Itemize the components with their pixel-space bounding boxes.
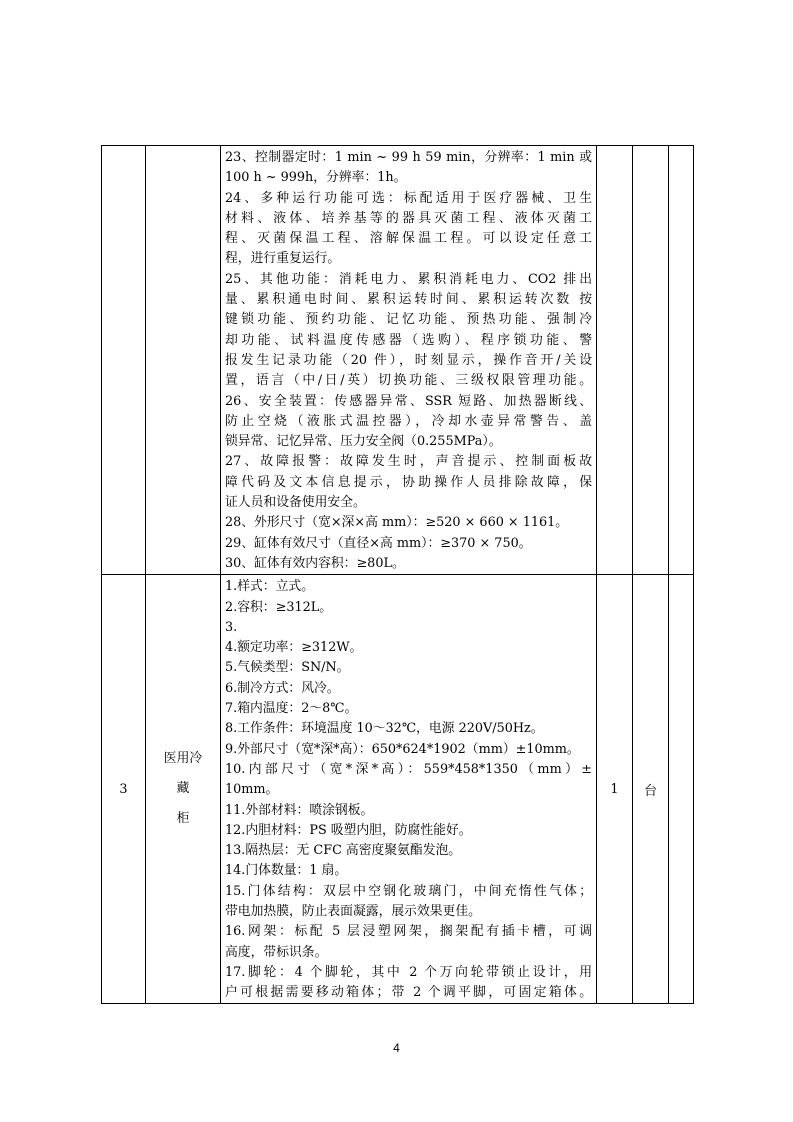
- spec-line: 报发生记录功能（20 件），时刻显示，操作音开/关设: [225, 352, 592, 368]
- spec-line: 12.内胆材料：PS 吸塑内胆，防腐性能好。: [225, 822, 472, 838]
- spec-line: 高度，带标识条。: [225, 944, 328, 960]
- spec-lines: [225, 148, 592, 574]
- spec-line: 6.制冷方式：风冷。: [225, 680, 340, 696]
- cell-unit: 台: [633, 575, 669, 1004]
- cell-no: [102, 146, 146, 575]
- spec-line: 置，语言（中/日/英）切换功能、三级权限管理功能。: [225, 373, 592, 389]
- spec-line: 程，进行重复运行。: [225, 251, 341, 267]
- table-row-continued: [102, 146, 694, 575]
- spec-line: 锁异常、记忆异常、压力安全阀（0.255MPa）。: [225, 434, 502, 450]
- spec-line: 程、灭菌保温工程、溶解保温工程。可以设定任意工: [225, 231, 592, 247]
- cell-spec: [221, 575, 597, 1004]
- spec-line: 户可根据需要移动箱体；带 2 个调平脚，可固定箱体。: [225, 985, 592, 1001]
- spec-line: 23、控制器定时：1 min ~ 99 h 59 min，分辨率：1 min 或: [225, 150, 592, 165]
- page-number: 4: [393, 1041, 400, 1055]
- spec-line: 却功能、试料温度传感器（选购）、程序锁功能、警: [225, 332, 592, 348]
- spec-line: 防止空烧（液胀式温控器），冷却水壶异常警告、盖: [225, 413, 592, 429]
- cell-qty: 1: [597, 575, 633, 1004]
- item-name: [161, 744, 205, 834]
- cell-qty: [597, 146, 633, 575]
- spec-line: 14.门体数量：1 扇。: [225, 863, 348, 879]
- spec-line: 带电加热膜，防止表面凝露，展示效果更佳。: [225, 903, 481, 919]
- spec-lines: [225, 577, 592, 1003]
- spec-line: 30、缸体有效内容积：≥80L。: [225, 555, 405, 571]
- spec-line: 10mm。: [225, 782, 279, 798]
- spec-line: 25、其他功能：消耗电力、累积消耗电力、CO2 排出: [225, 271, 592, 287]
- spec-line: 9.外部尺寸（宽*深*高）：650*624*1902（mm）±10mm。: [225, 741, 580, 757]
- item-name-line: 柜: [176, 811, 190, 827]
- spec-line: 17.脚轮：4 个脚轮，其中 2 个万向轮带锁止设计，用: [225, 964, 592, 980]
- spec-line: 2.容积：≥312L。: [225, 599, 333, 615]
- spec-line: 15.门体结构：双层中空钢化玻璃门，中间充惰性气体；: [225, 883, 592, 899]
- cell-unit: [633, 146, 669, 575]
- spec-line: 1.样式：立式。: [225, 579, 314, 595]
- spec-line: 量、累积通电时间、累积运转时间、累积运转次数 按: [225, 292, 592, 308]
- spec-line: 7.箱内温度：2～8℃。: [225, 701, 358, 717]
- spec-line: 13.隔热层：无 CFC 高密度聚氨酯发泡。: [225, 843, 462, 859]
- spec-line: 材料、液体、培养基等的器具灭菌工程、液体灭菌工: [225, 210, 592, 226]
- cell-name: [146, 575, 221, 1004]
- item-name-line: 医用冷藏: [163, 751, 203, 797]
- spec-line: 4.额定功率：≥312W。: [225, 640, 363, 656]
- cell-name: [146, 146, 221, 575]
- cell-no: 3: [102, 575, 146, 1004]
- spec-line: 28、外形尺寸（宽×深×高 mm）：≥520 × 660 × 1161。: [225, 515, 569, 531]
- cell-remark: [669, 146, 694, 575]
- spec-line: 证人员和设备使用安全。: [225, 495, 366, 511]
- spec-line: 障代码及文本信息提示，协助操作人员排除故障，保: [225, 474, 592, 490]
- cell-spec: [221, 146, 597, 575]
- cell-remark: [669, 575, 694, 1004]
- spec-line: 8.工作条件：环境温度 10～32℃，电源 220V/50Hz。: [225, 721, 544, 737]
- spec-line: 24、多种运行功能可选：标配适用于医疗器械、卫生: [225, 190, 592, 206]
- spec-line: 5.气候类型：SN/N。: [225, 660, 350, 676]
- spec-table: [101, 145, 694, 1004]
- spec-line: 16.网架：标配 5 层浸塑网架，搁架配有插卡槽，可调: [225, 924, 592, 940]
- spec-line: 26、安全装置：传感器异常、SSR 短路、加热器断线、: [225, 393, 592, 409]
- spec-line: 29、缸体有效尺寸（直径×高 mm）：≥370 × 750。: [225, 535, 532, 551]
- spec-line: 3.: [225, 619, 238, 635]
- spec-line: 11.外部材料：喷涂钢板。: [225, 802, 374, 818]
- table-row-3: [102, 575, 694, 1004]
- spec-line: 27、故障报警：故障发生时，声音提示、控制面板故: [225, 454, 592, 470]
- spec-line: 100 h ~ 999h，分辨率：1h。: [225, 170, 407, 186]
- spec-line: 键锁功能、预约功能、记忆功能、预热功能、强制冷: [225, 312, 592, 328]
- spec-line: 10.内部尺寸（宽*深*高）：559*458*1350（mm）±: [225, 761, 592, 777]
